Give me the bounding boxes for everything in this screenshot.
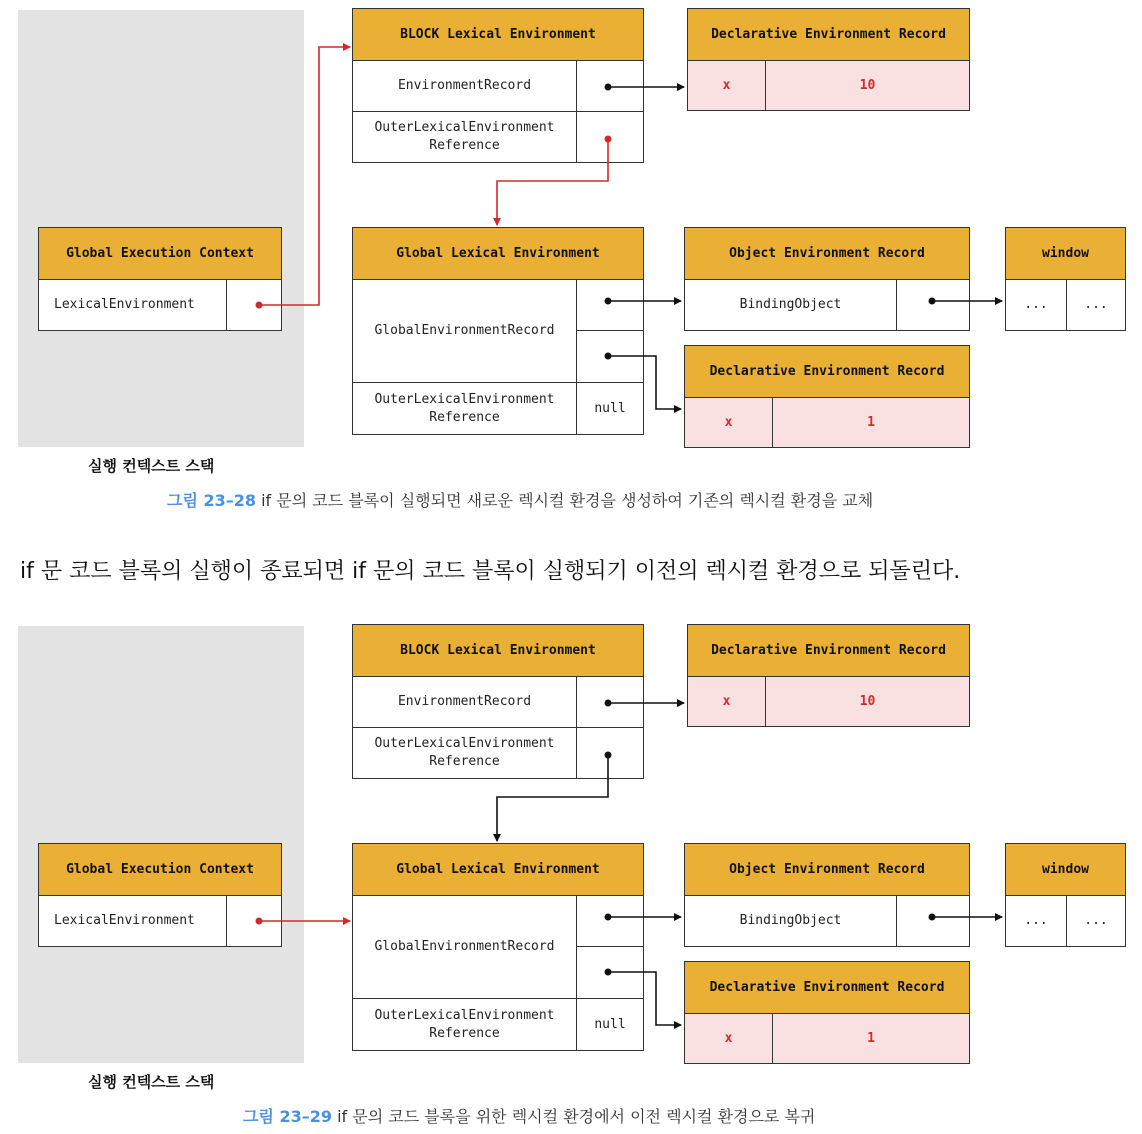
arrow-block-outer-to-global	[497, 752, 612, 842]
arrow-binding-to-window	[929, 914, 1003, 921]
block-decl-value: 10	[765, 60, 970, 111]
arrow-gec-to-global	[256, 918, 351, 925]
global-decl-record-header: Declarative Environment Record	[684, 961, 970, 1014]
object-env-record-header: Object Environment Record	[684, 227, 970, 280]
diagram-2-connectors	[0, 616, 1142, 1134]
global-env-record-label: GlobalEnvironmentRecord	[352, 279, 577, 383]
arrow-block-outer-to-global	[497, 136, 612, 226]
gec-lexical-env-label: LexicalEnvironment	[38, 895, 227, 947]
global-decl-key: x	[684, 397, 773, 448]
caption-text: if 문의 코드 블록을 위한 렉시컬 환경에서 이전 렉시컬 환경으로 복귀	[332, 1107, 816, 1126]
gec-header: Global Execution Context	[38, 227, 282, 280]
gec-header: Global Execution Context	[38, 843, 282, 896]
block-decl-record-header: Declarative Environment Record	[687, 8, 970, 61]
figure-caption	[243, 1104, 815, 1127]
global-lex-env-header: Global Lexical Environment	[352, 843, 644, 896]
window-cell-2: ...	[1066, 895, 1126, 947]
window-cell-1: ...	[1005, 895, 1067, 947]
binding-object-label: BindingObject	[684, 279, 897, 331]
block-decl-key: x	[687, 676, 766, 727]
block-lex-env-header: BLOCK Lexical Environment	[352, 624, 644, 677]
diagram-23-29	[0, 616, 1142, 1134]
caption-number: 그림 23–29	[243, 1107, 333, 1126]
window-header: window	[1005, 227, 1126, 280]
arrow-global-to-object-record	[605, 298, 682, 305]
diagram-23-28	[0, 0, 1142, 520]
block-env-record-label: EnvironmentRecord	[352, 60, 577, 112]
block-decl-value: 10	[765, 676, 970, 727]
body-paragraph: if 문 코드 블록의 실행이 종료되면 if 문의 코드 블록이 실행되기 이전의 렉시컬 환경으로 되돌린다.	[20, 559, 961, 584]
global-outer-ref-value: null	[576, 382, 644, 435]
gec-lexical-env-label: LexicalEnvironment	[38, 279, 227, 331]
global-env-record-label: GlobalEnvironmentRecord	[352, 895, 577, 999]
global-outer-ref-label: OuterLexicalEnvironment Reference	[352, 382, 577, 435]
block-decl-record-header: Declarative Environment Record	[687, 624, 970, 677]
window-header: window	[1005, 843, 1126, 896]
global-decl-record-header: Declarative Environment Record	[684, 345, 970, 398]
arrow-global-to-decl-record	[605, 969, 682, 1026]
stack-label: 실행 컨텍스트 스택	[88, 1073, 215, 1091]
global-decl-key: x	[684, 1013, 773, 1064]
object-env-record-header: Object Environment Record	[684, 843, 970, 896]
global-outer-ref-label: OuterLexicalEnvironment Reference	[352, 998, 577, 1051]
block-env-record-label: EnvironmentRecord	[352, 676, 577, 728]
block-outer-ref-label: OuterLexicalEnvironment Reference	[352, 111, 577, 163]
binding-object-label: BindingObject	[684, 895, 897, 947]
arrow-block-record-to-decl	[605, 84, 685, 91]
arrow-global-to-decl-record	[605, 353, 682, 410]
window-cell-1: ...	[1005, 279, 1067, 331]
block-decl-key: x	[687, 60, 766, 111]
diagram-1-connectors	[0, 0, 1142, 520]
caption-number: 그림 23–28	[167, 491, 257, 510]
stack-label: 실행 컨텍스트 스택	[88, 457, 215, 475]
arrow-global-to-object-record	[605, 914, 682, 921]
global-outer-ref-value: null	[576, 998, 644, 1051]
arrow-block-record-to-decl	[605, 700, 685, 707]
block-outer-ref-label: OuterLexicalEnvironment Reference	[352, 727, 577, 779]
global-decl-value: 1	[772, 1013, 970, 1064]
global-decl-value: 1	[772, 397, 970, 448]
arrow-gec-to-block	[256, 47, 351, 309]
window-cell-2: ...	[1066, 279, 1126, 331]
caption-text: if 문의 코드 블록이 실행되면 새로운 렉시컬 환경을 생성하여 기존의 렉시컬 환경을 교체	[256, 491, 874, 510]
figure-caption	[167, 488, 873, 511]
global-lex-env-header: Global Lexical Environment	[352, 227, 644, 280]
arrow-binding-to-window	[929, 298, 1003, 305]
block-lex-env-header: BLOCK Lexical Environment	[352, 8, 644, 61]
